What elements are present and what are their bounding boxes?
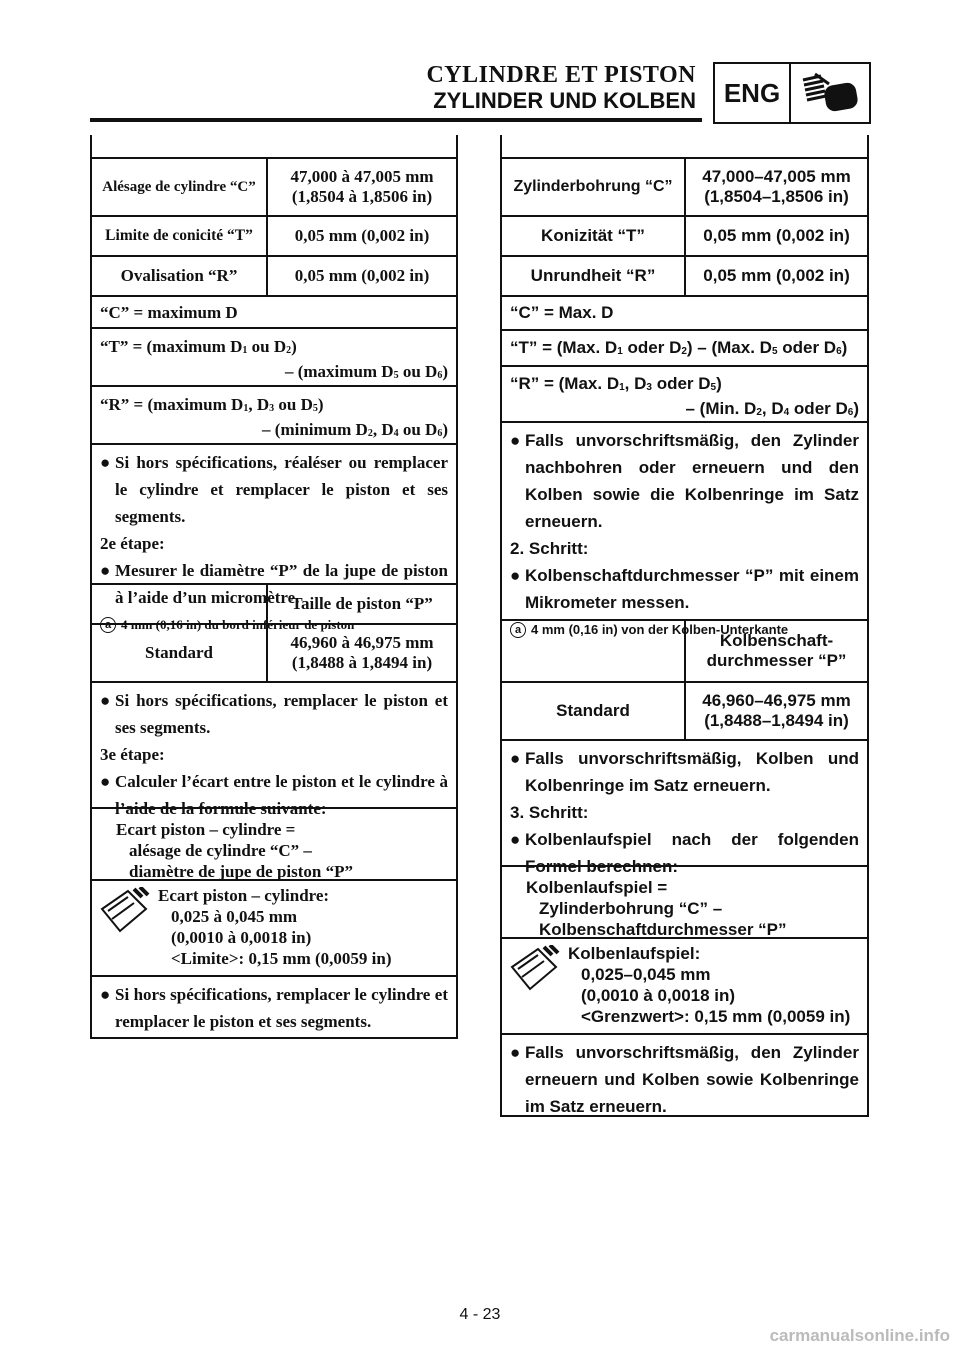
instructions-1: ● Falls unvorschriftsmäßig, den Zylinder nachbohren oder erneuern und den Kolben sowie die Kolbenringe im Satz erneuern. 2. Schritt: ● Kolbenschaftdurchmesser “P” mit einem Mikrometer messen. a 4 mm (0,16 in) von der Kolben-Unterkante (502, 423, 867, 621)
spec-label: Ovalisation “R” (92, 257, 268, 295)
spec-row-out-of-round (92, 257, 456, 297)
spec-label: Konizität “T” (502, 217, 686, 255)
piston-size-standard: Standard 46,960 à 46,975 mm (1,8488 à 1,8494 in) (92, 625, 456, 683)
page-title-fr: CYLINDRE ET PISTON (426, 62, 696, 88)
page-number: 4 - 23 (459, 1306, 501, 1323)
clearance-formula: Ecart piston – cylindre = alésage de cylindre “C” – diamètre de jupe de piston “P” (92, 809, 456, 881)
piston-size-header: Kolbenschaft- durchmesser “P” (502, 621, 867, 683)
wrench-icon (98, 885, 158, 967)
section-label: ENG (715, 64, 791, 122)
spec-row-taper (92, 217, 456, 257)
c-formula: “C” = Max. D (502, 297, 867, 331)
spec-row-out-of-round (502, 257, 867, 297)
c-formula: “C” = maximum D (92, 297, 456, 329)
r-formula: “R” = (maximum $D_1$, $D_3$ ou $D_5$) – (minimum $D_2$, $D_4$ ou $D_6$) (92, 387, 456, 445)
spec-label: Unrundheit “R” (502, 257, 686, 295)
spec-label: Limite de conicité “T” (92, 217, 268, 255)
spec-row-taper (502, 217, 867, 257)
callout-a-icon: a (510, 622, 526, 638)
header-rule (90, 118, 702, 122)
spec-label: Zylinderbohrung “C” (502, 159, 686, 215)
german-column (500, 135, 869, 1117)
bullet-icon: ● (510, 749, 521, 768)
page-title-de: ZYLINDER UND KOLBEN (433, 88, 696, 113)
bullet-icon: ● (510, 830, 521, 849)
watermark: carmanualsonline.info (769, 1326, 950, 1345)
bullet-icon: ● (100, 561, 111, 580)
t-formula: “T” = (Max. $D_1$ oder $D_2) - (Max$. $D_5$ oder $D_6$) (502, 331, 867, 367)
clearance-limit: Ecart piston – cylindre: 0,025 à 0,045 mm (0,0010 à 0,0018 in) <Limite>: 0,15 mm (0,0059 in) (92, 881, 456, 977)
spec-value: 0,05 mm (0,002 in) (703, 226, 850, 245)
callout-a-icon: a (100, 617, 116, 633)
french-column (90, 135, 458, 1039)
spec-value: 0,05 mm (0,002 in) (294, 226, 430, 245)
instructions-2: ● Si hors spécifications, remplacer le piston et ses segments. 3e étape: ● Calculer l’écart entre le piston et le cylindre à l’aide de la formule suivante: (92, 683, 456, 809)
piston-size-standard: Standard 46,960–46,975 mm (1,8488–1,8494 in) (502, 683, 867, 741)
spec-value: 47,000 à 47,005 mm (1,8504 à 1,8506 in) (290, 167, 434, 206)
clearance-formula: Kolbenlaufspiel = Zylinderbohrung “C” – Kolbenschaftdurchmesser “P” (502, 867, 867, 939)
spec-label: Alésage de cylindre “C” (92, 159, 268, 215)
engine-icon (791, 64, 869, 122)
spec-row-bore (502, 159, 867, 217)
instructions-2: ● Falls unvorschriftsmäßig, Kolben und Kolbenringe im Satz erneuern. 3. Schritt: ● Kolbenlaufspiel nach der folgenden Formel berechnen: (502, 741, 867, 867)
spec-value: 0,05 mm (0,002 in) (294, 266, 430, 285)
bullet-icon: ● (100, 691, 111, 710)
spec-value: 47,000–47,005 mm (1,8504–1,8506 in) (702, 167, 851, 206)
bullet-icon: ● (100, 453, 111, 472)
instructions-1: ● Si hors spécifications, réaléser ou remplacer le cylindre et remplacer le piston et ses segments. 2e étape: ● Mesurer le diamètre “P” de la jupe de piston à l’aide d’un micromètre. a 4 mm (0,16 in) du bord inférieur de piston (92, 445, 456, 585)
bullet-icon: ● (510, 431, 521, 450)
piston-size-header: Taille de piston “P” (92, 585, 456, 625)
bullet-icon: ● (510, 1043, 521, 1062)
bullet-icon: ● (100, 772, 111, 791)
r-formula: “R” = (Max. $D_1$, $D_3$ oder $D_5$) – (Min. $D_2$, $D_4$ oder $D_6$) (502, 367, 867, 423)
instructions-3: ● Falls unvorschriftsmäßig, den Zylinder erneuern und Kolben sowie Kolbenringe im Satz erneuern. (502, 1035, 867, 1115)
clearance-limit: Kolbenlaufspiel: 0,025–0,045 mm (0,0010 à 0,0018 in) <Grenzwert>: 0,15 mm (0,0059 in) (502, 939, 867, 1035)
spec-row-bore (92, 159, 456, 217)
spec-value: 0,05 mm (0,002 in) (703, 266, 850, 285)
instructions-3: ● Si hors spécifications, remplacer le cylindre et remplacer le piston et ses segments. (92, 977, 456, 1037)
t-formula: “T” = (maximum $D_1$ ou $D_2$) – (maximum $D_5$ ou $D_6$) (92, 329, 456, 387)
bullet-icon: ● (510, 566, 521, 585)
wrench-icon (508, 943, 568, 1025)
bullet-icon: ● (100, 985, 111, 1004)
section-badge (713, 62, 871, 124)
